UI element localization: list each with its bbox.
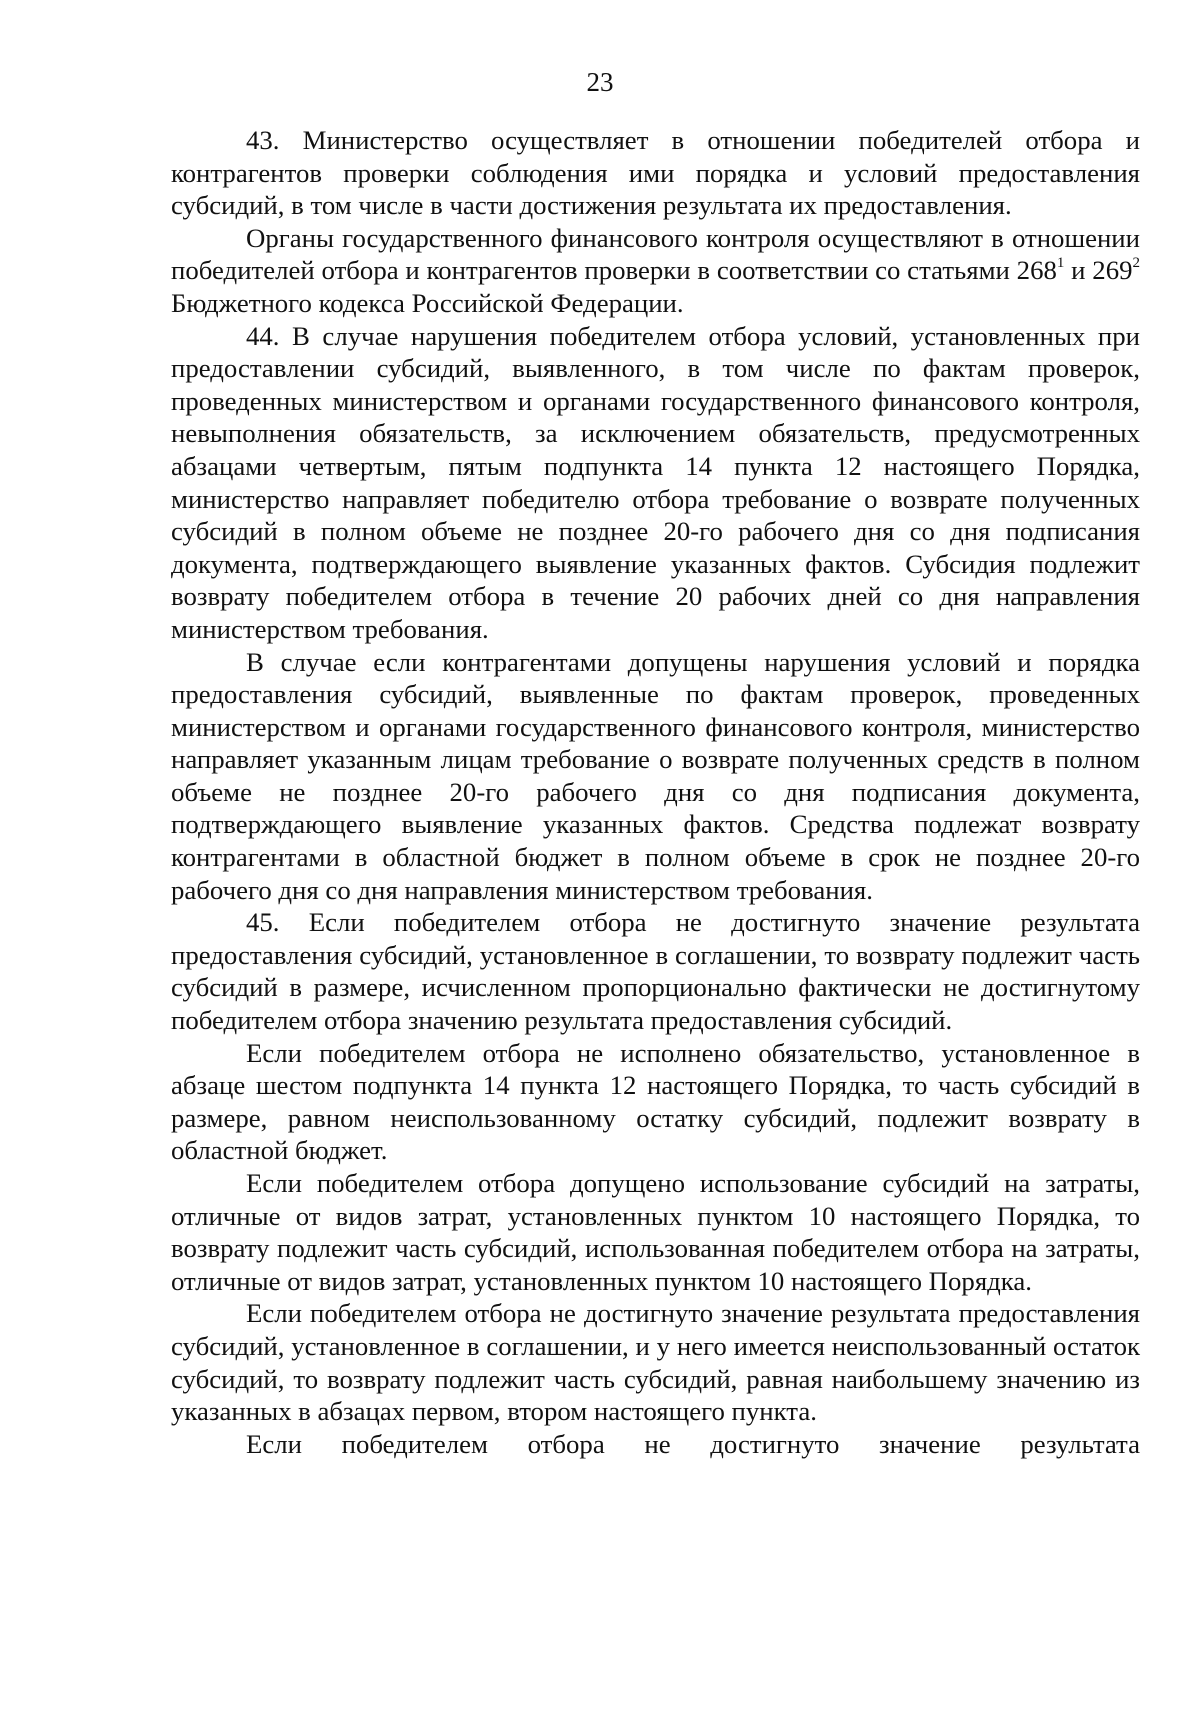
paragraph-text: В случае если контрагентами допущены нарушения условий и порядка предоставления субсидий, выявленные по фактам проверок, проведенных министерством и органами государственного финансового контроля, министерство направляет указанным лицам требование о возврате полученных средств в полном объеме не позднее 20-го рабочего дня со дня подписания документа, подтверждающего выявление указанных фактов. Средства подлежат возврату контрагентами в областной бюджет в полном объеме в срок не позднее 20-го рабочего дня со дня направления министерством требования. xyxy=(171,646,1140,905)
paragraph-text: 43. Министерство осуществляет в отношении победителей отбора и контрагентов проверки соблюдения ими порядка и условий предоставления субсидий, в том числе в части достижения результата их предоставления. xyxy=(171,125,1140,221)
superscript: 1 xyxy=(1056,255,1065,272)
paragraph-continued xyxy=(171,1428,1140,1461)
paragraph-text: Если победителем отбора допущено использование субсидий на затраты, отличные от видов затрат, установленных пунктом 10 настоящего Порядка, то возврату подлежит часть субсидий, использованная победителем отбора на затраты, отличные от видов затрат, установленных пунктом 10 настоящего Порядка. xyxy=(171,1168,1140,1296)
paragraph-45 xyxy=(171,906,1140,1036)
paragraph-text: Органы государственного финансового контроля осуществляют в отношении победителей отбора и контрагентов проверки в соответствии со статьями 268 xyxy=(171,222,1140,286)
page-number: 23 xyxy=(586,67,614,97)
paragraph-financial-control xyxy=(171,222,1140,320)
paragraph-text: и 269 xyxy=(1064,255,1133,286)
paragraph-unused-balance xyxy=(171,1297,1140,1427)
paragraph-text: Бюджетного кодекса Российской Федерации. xyxy=(171,287,684,318)
paragraph-text: Если победителем отбора не исполнено обязательство, установленное в абзаце шестом подпункта 14 пункта 12 настоящего Порядка, то часть субсидий в размере, равном неиспользованному остатку субсидий, подлежит возврату в областной бюджет. xyxy=(171,1037,1140,1166)
paragraph-contractors xyxy=(171,646,1140,907)
paragraph-text: Если победителем отбора не достигнуто значение результата предоставления субсидий, установленное в соглашении, и у него имеется неиспользованный остаток субсидий, то возврату подлежит часть субсидий, равная наибольшему значению из указанных в абзацах первом, втором настоящего пункта. xyxy=(171,1298,1140,1427)
paragraph-43 xyxy=(171,124,1140,222)
paragraph-misused-subsidy xyxy=(171,1167,1140,1297)
paragraph-text: 44. В случае нарушения победителем отбора условий, установленных при предоставлении субсидий, выявленного, в том числе по фактам проверок, проведенных министерством и органами государственного финансового контроля, невыполнения обязательств, за исключением обязательств, предусмотренных абзацами четвертым, пятым подпункта 14 пункта 12 настоящего Порядка, министерство направляет победителю отбора требование о возврате полученных субсидий в полном объеме не позднее 20-го рабочего дня со дня подписания документа, подтверждающего выявление указанных фактов. Субсидия подлежит возврату победителем отбора в течение 20 рабочих дней со дня направления министерством требования. xyxy=(171,320,1140,644)
paragraph-text: 45. Если победителем отбора не достигнуто значение результата предоставления субсидий, установленное в соглашении, то возврату подлежит часть субсидий в размере, исчисленном пропорционально фактически не достигнутому победителем отбора значению результата предоставления субсидий. xyxy=(171,907,1140,1036)
paragraph-text: Если победителем отбора не достигнуто значение результата xyxy=(246,1428,1140,1459)
paragraph-unfulfilled-obligation xyxy=(171,1037,1140,1167)
paragraph-44 xyxy=(171,320,1140,646)
document-body xyxy=(171,124,1140,1460)
superscript: 2 xyxy=(1132,255,1141,272)
